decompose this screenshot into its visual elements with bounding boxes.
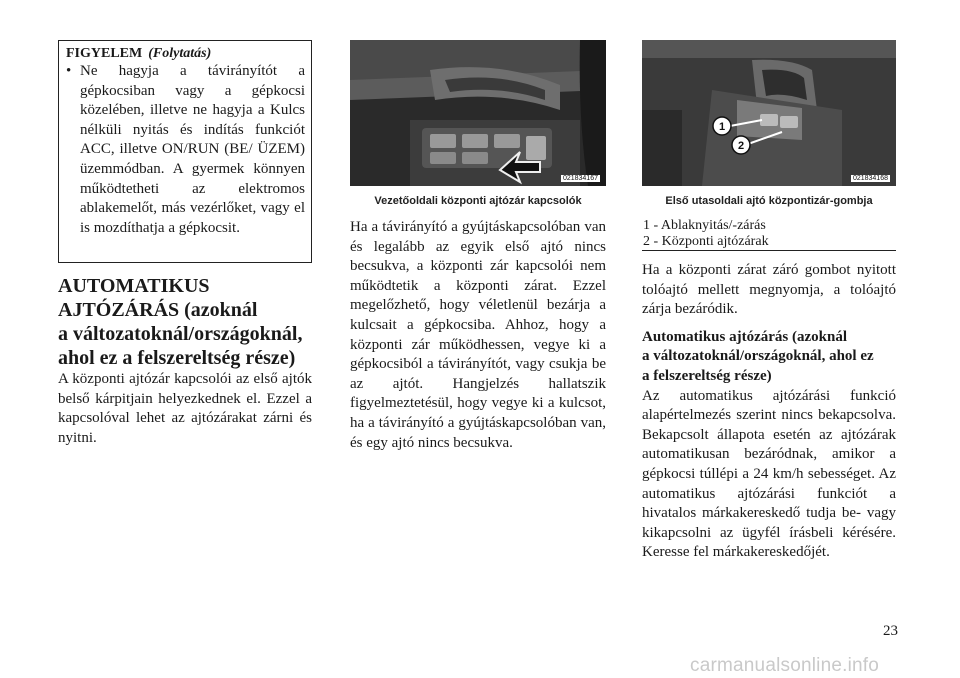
warning-text: Ne hagyja a távirányítót a gépkocsiban vagy a gépkocsi közelében, illetve ne hagyja a Kulcs nélküli nyitás és indítás funkciót ACC, illetve ON/RUN (BE/ ÜZEM) üzemmódban. A gyermek könnyen működtetheti az elektromos ablakemelőt, más vezérlőket, vagy el is mozdíthatja a gépkocsit. — [80, 63, 305, 236]
passenger-door-button-photo — [642, 40, 896, 186]
subsection-heading-line: Automatikus ajtózárás (azoknál — [642, 328, 847, 345]
legend-item: 1 - Ablaknyitás/-zárás — [643, 218, 766, 233]
section-heading-line: a változatoknál/országoknál, — [58, 323, 303, 345]
figure1-code: 021834167 — [562, 175, 598, 182]
left-column — [58, 40, 312, 448]
page-number: 23 — [883, 623, 898, 639]
legend-item: 2 - Központi ajtózárak — [642, 234, 896, 251]
callout-overlay — [642, 40, 896, 186]
subsection-heading-line: a változatoknál/országoknál, ahol ez — [642, 348, 874, 365]
right-para-2: Az automatikus ajtózárási funkció alapértelmezés szerint nincs bekapcsolva. Bekapcsolt állapota esetén az ajtózárak automatikusan bezáródnak, amikor a gépkocsi túllépi a 24 km/h sebességet. Az automatikus ajtózárási funkciót a hivatalos márkakereskedő tudja be- vagy kikapcsolni az ügyfél írásbeli kérésére. Keresse fel márkakereskedőjét. — [642, 387, 896, 561]
bullet-marker: • — [66, 63, 72, 79]
right-column — [642, 40, 896, 563]
section-heading-line: ahol ez a felszereltség része) — [58, 347, 296, 369]
callout-1: 1 — [718, 121, 726, 133]
callout-2: 2 — [737, 140, 745, 152]
section-body: A központi ajtózár kapcsolói az első ajtók belső kárpitjain helyezkednek el. Ezzel a kapcsolóval lehet az ajtózárakat zárni és nyitni. — [58, 371, 312, 446]
warning-title: FIGYELEM — [66, 46, 143, 61]
warning-bullet-item — [66, 62, 305, 238]
middle-column — [350, 40, 606, 453]
watermark: carmanualsonline.info — [690, 655, 880, 676]
section-heading-line: AUTOMATIKUS — [58, 275, 210, 297]
section-heading-line: AJTÓZÁRÁS (azoknál — [58, 299, 258, 321]
driver-door-switch-photo — [350, 40, 606, 186]
figure2-code: 021834168 — [852, 175, 888, 182]
right-para-1: Ha a központi zárat záró gombot nyitott tolóajtó mellett megnyomja, a tolóajtó zárja bezáródik. — [642, 262, 896, 318]
subsection-heading-line: a felszereltség része) — [642, 367, 772, 384]
driver-door-photo-image — [350, 40, 606, 186]
figure2-legend — [642, 218, 896, 251]
warning-continued: (Folytatás) — [148, 46, 212, 61]
warning-box — [58, 40, 312, 263]
figure2-caption: Első utasoldali ajtó központizár-gombja — [665, 195, 873, 207]
warning-heading — [66, 46, 305, 62]
section-heading — [58, 274, 312, 370]
middle-body: Ha a távirányító a gyújtáskapcsolóban van és legalább az egyik első ajtó nincs becsukva, a központi zár kapcsolói nem működtetik a központi zárat. Ezzel megelőzhető, hogy véletlenül bezárja a kulcsait a gépkocsiba. Ahhoz, hogy a központi zár működhessen, vegye ki a gépkocsiból a távirányítót, vagy csukja be az ajtót. Hangjelzés hallatszik figyelmeztetésül, hogy vegye ki a kulcsot, ha a távirányító a gyújtáskapcsolóban van, és egy ajtó nincs becsukva. — [350, 219, 606, 451]
subsection-heading — [642, 328, 896, 387]
figure1-caption: Vezetőoldali központi ajtózár kapcsolók — [374, 195, 582, 207]
